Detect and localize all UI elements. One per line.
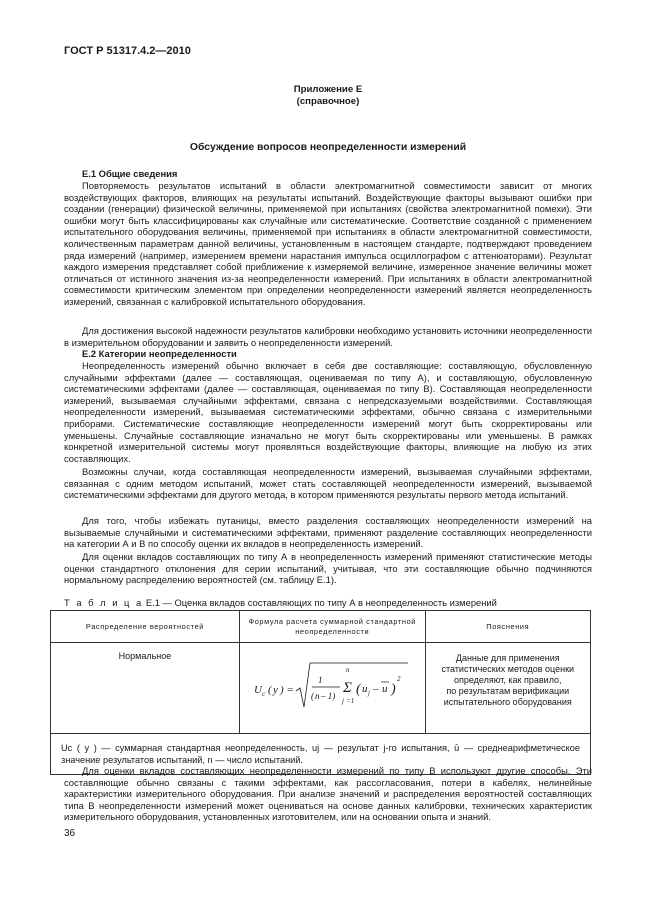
svg-text:): ): [391, 682, 396, 697]
paragraph: Для того, чтобы избежать путаницы, вместо разделения составляющих неопределенности измерений на вызываемые случайными и систематическими эффектами, применяют разделение составляющих неопределенности на категории А и В по способу оценки их вкладов в неопределенность измерений.: [64, 515, 592, 550]
svg-text:U: U: [254, 684, 263, 696]
svg-text:) =: ) =: [280, 684, 295, 696]
appendix-title: Обсуждение вопросов неопределенности измерений: [189, 142, 467, 153]
paragraph: Возможны случаи, когда составляющая неопределенности измерений, вызываемая случайными эффектами, связанная с одним методом испытаний, может стать составляющей неопределенности измерений, вызываемой систематическими эффектами для другого метода, в котором применяются результаты первого метода испытаний.: [64, 466, 592, 501]
svg-text:–: –: [373, 683, 379, 695]
svg-text:j: j: [368, 689, 371, 697]
table-header-cell: Формула расчета суммарной стандартной неопределенности: [239, 611, 425, 643]
uncertainty-formula: [240, 643, 425, 733]
svg-text:u: u: [362, 683, 368, 695]
table-row: [51, 643, 591, 734]
table-caption: [64, 597, 497, 608]
distribution-cell: Нормальное: [51, 643, 240, 734]
svg-text:(: (: [311, 691, 315, 701]
svg-text:n: n: [346, 666, 350, 674]
paragraph: Повторяемость результатов испытаний в области электромагнитной совместимости зависит от многих воздействующих факторов, влияющих на результаты испытаний. Воздействующие факторы вызывают ошибки при создании (генерации) физической величины, применяемой при испытаниях (свойства электромагнитной помехи). Эти ошибки могут быть классифицированы как случайные или систематические. Соответствие созданной с применением испытательного оборудования величины, применяемой при испытаниях в области электромагнитной совместимости, количественным параметрам данной величины, установленным в настоящем стандарте, подтверждают проведением ряда измерений (например, измерением времени нарастания импульса осциллографом с аттенюаторами). Результат каждого измерения представляет собой приближение к измеряемой величине, измеренное значение величины может отличаться от истинного значения из-за неопределенности измерений. При испытаниях в области электромагнитной совместимости критическим элементом при определении неопределенности измерений является неопределенность измерений, связанная с калибровкой испытательного оборудования.: [64, 180, 592, 307]
paragraph: Неопределенность измерений обычно включает в себя две составляющие: составляющую, обусловленную случайными эффектами (далее — составляющая, оцениваемая по типу А), и составляющую, обусловленную систематическими эффектами (далее — составляющая, оцениваемая по типу В). Составляющая неопределенности измерений, вызываемая случайными эффектами, связана с непредсказуемыми воздействиями. Составляющая неопределенности измерений, вызываемая систематическими эффектами, обычно связана с измерительными приборами. Систематические составляющие неопределенности измерений могут быть скорректированы или уменьшены. Случайные составляющие изначально не могут быть скорректированы или уменьшены. В рамках конкретной измерительной системы могут проявляться воздействующие факторы, влияющие на любую из этих составляющих.: [64, 360, 592, 464]
appendix-type: (справочное): [296, 96, 360, 107]
appendix-label: Приложение Е: [293, 84, 363, 95]
explanation-line: по результатам верификации: [446, 686, 570, 696]
formula-cell: [239, 643, 425, 734]
table-footnote: Uc ( y ) — суммарная стандартная неопределенность, uj — результат j-го испытания, ū — среднеарифметическое значение результатов испытаний, n — число испытаний.: [51, 734, 591, 775]
section-heading-e2: Е.2 Категории неопределенности: [82, 348, 237, 359]
explanation-cell: [425, 643, 590, 734]
svg-text:1: 1: [318, 675, 323, 685]
svg-text:(: (: [268, 684, 272, 696]
svg-text:n: n: [315, 691, 320, 701]
table-caption-prefix: Т а б л и ц а: [64, 597, 144, 608]
formula-graphic: [252, 657, 412, 719]
page-number: 36: [64, 828, 76, 839]
svg-text:– 1): – 1): [321, 691, 336, 701]
paragraph: Для достижения высокой надежности результатов калибровки необходимо установить источники неопределенности в измерительном оборудовании и заявить о неопределенности измерений.: [64, 325, 592, 348]
explanation-line: определяют, как правило,: [453, 675, 562, 685]
document-header: ГОСТ Р 51317.4.2—2010: [64, 45, 191, 57]
svg-text:2: 2: [397, 675, 401, 683]
svg-text:=1: =1: [346, 697, 355, 705]
svg-text:j: j: [342, 697, 345, 705]
table-header-row: [51, 611, 591, 643]
section-heading-e1: Е.1 Общие сведения: [82, 168, 178, 179]
explanation-line: испытательного оборудования: [443, 697, 572, 707]
explanation-line: статистических методов оценки: [441, 664, 575, 674]
table-header-cell: Распределение вероятностей: [51, 611, 240, 643]
svg-text:(: (: [356, 682, 361, 697]
table-caption-text: Е.1 — Оценка вкладов составляющих по типу А в неопределенность измерений: [145, 597, 497, 608]
explanation-line: Данные для применения: [455, 653, 560, 663]
svg-text:c: c: [262, 690, 266, 698]
uncertainty-table: [50, 610, 591, 775]
paragraph: Для оценки вкладов составляющих неопределенности измерений по типу В используют другие способы. Эти составляющие обычно связаны с такими эффектами, как рассогласования, потери в кабелях, нелинейные характеристики измерительного оборудования. При анализе значений и распределения вероятностей составляющих типа В неопределенности измерений может оцениваться на основе данных калибровки, технических характеристик измерительного оборудования, установленных изготовителем, или на основании опыта и знаний.: [64, 765, 592, 823]
svg-text:Σ: Σ: [343, 680, 353, 696]
svg-text:y: y: [273, 684, 279, 696]
paragraph: Для оценки вкладов составляющих по типу А в неопределенность измерений применяют статистические методы оценки стандартного отклонения для серии испытаний, учитывая, что эти составляющие обычно подчиняются нормальному распределению вероятностей (см. таблицу Е.1).: [64, 551, 592, 586]
svg-text:u: u: [382, 683, 388, 695]
table-header-cell: Пояснения: [425, 611, 590, 643]
